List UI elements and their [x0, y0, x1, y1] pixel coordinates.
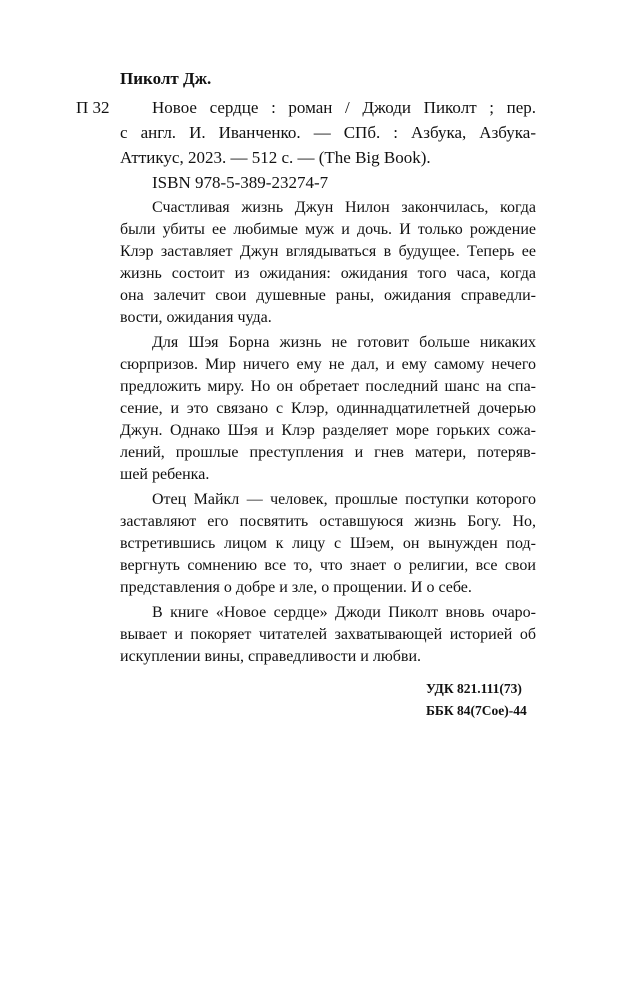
annotation-line: лений, прошлые преступления и гнев матери, потеряв- [120, 444, 536, 461]
annotation-line: шей ребенка. [120, 466, 210, 483]
bbk-code: ББК 84(7Сое)-44 [426, 703, 527, 718]
bib-line-3: Аттикус, 2023. — 512 с. — (The Big Book). [120, 148, 431, 167]
annotation-line: вости, ожидания чуда. [120, 309, 272, 326]
annotation-line: Для Шэя Борна жизнь не готовит больше никаких [152, 334, 536, 351]
annotation-line: Счастливая жизнь Джун Нилон закончилась, когда [152, 199, 536, 216]
author-mark: П 32 [76, 98, 110, 117]
annotation-line: встретившись лицом к лицу с Шэем, он вынужден под- [120, 535, 536, 552]
annotation-line: сюрпризов. Мир ничего ему не дал, и ему самому нечего [120, 356, 536, 373]
annotation-line: искуплении вины, справедливости и любви. [120, 648, 422, 665]
udk-code: УДК 821.111(73) [426, 681, 522, 696]
author-heading: Пиколт Дж. [120, 69, 212, 88]
bib-line-2: с англ. И. Иванченко. — СПб. : Азбука, Азбука- [120, 123, 536, 142]
isbn: ISBN 978-5-389-23274-7 [152, 173, 329, 192]
bib-line-1: Новое сердце : роман / Джоди Пиколт ; пер. [152, 98, 536, 117]
annotation-line: Клэр заставляет Джун вглядываться в будущее. Теперь ее [120, 243, 536, 260]
annotation-line: представления о добре и зле, о прощении. И о себе. [120, 579, 472, 596]
annotation-line: предложить миру. Но он обретает последний шанс на спа- [120, 378, 536, 395]
annotation-line: вергнуть сомнению все то, что знает о религии, все свои [120, 557, 536, 574]
annotation-line: жизнь состоит из ожидания: ожидания того часа, когда [120, 265, 536, 282]
annotation-line: Отец Майкл — человек, прошлые поступки которого [152, 491, 536, 508]
annotation-line: были убиты ее любимые муж и дочь. И только рождение [120, 221, 536, 238]
annotation-line: сение, и это связано с Клэр, одиннадцатилетней дочерью [120, 400, 536, 417]
annotation-line: В книге «Новое сердце» Джоди Пиколт вновь очаро- [152, 604, 536, 621]
annotation-line: вывает и покоряет читателей захватывающей историей об [120, 626, 536, 643]
annotation-line: Джун. Однако Шэя и Клэр разделяет море горьких сожа- [120, 422, 536, 439]
annotation-line: она залечит свои душевные раны, ожидания справедли- [120, 287, 536, 304]
annotation-line: заставляют его посвятить оставшуюся жизнь Богу. Но, [120, 513, 536, 530]
